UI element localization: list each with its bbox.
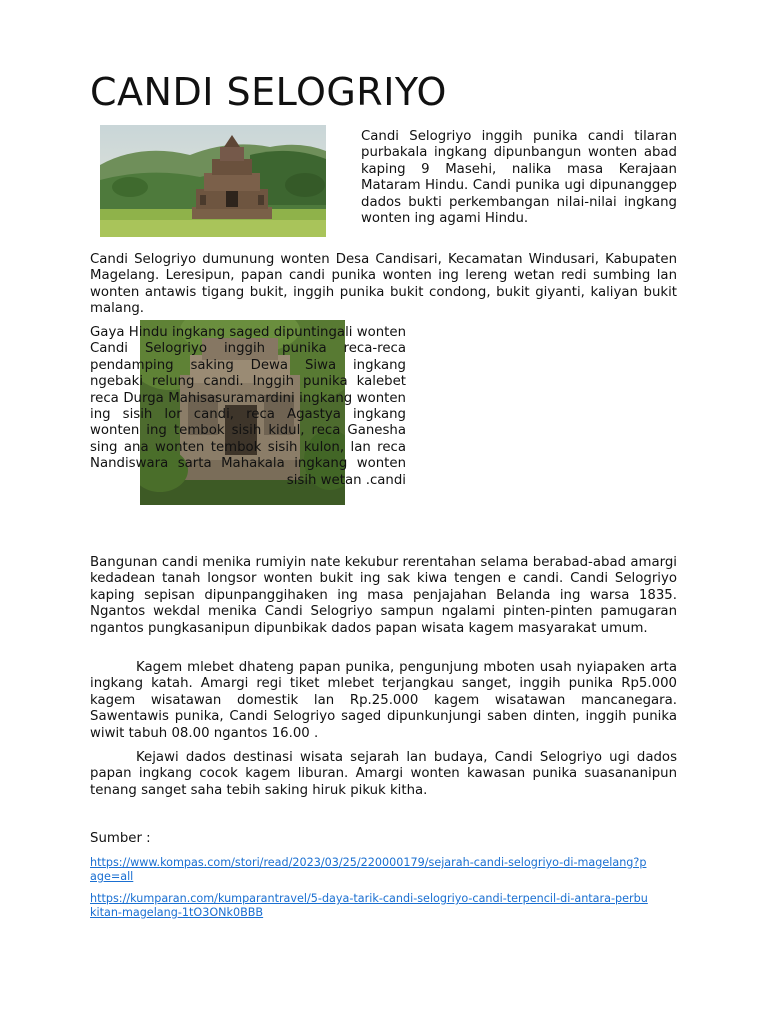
source-link-kumparan[interactable]: https://kumparan.com/kumparantravel/5-daya-tarik-candi-selogriyo-candi-terpencil-di-antara-perbukitan-magelang-1tO3ONk0BBB: [90, 892, 648, 919]
paragraph-hindu-style: Gaya Hindu ingkang saged dipuntingali wonten Candi Selogriyo inggih punika reca-reca pendamping saking Dewa Siwa ingkang ngebaki relung candi. Inggih punika kalebet reca Durga Mahisasuramardini ingkang wonten ing sisih lor candi, reca Agastya ingkang wonten ing tembok sisih kidul, reca Ganesha sing ana wonten tembok sisih kulon, lan reca Nandiswara sarta Mahakala ingkang wonten sisih wetan .candi: [90, 325, 406, 488]
page-title: CANDI SELOGRIYO: [90, 70, 447, 114]
paragraph-location: Candi Selogriyo dumunung wonten Desa Candisari, Kecamatan Windusari, Kabupaten Magelang. Leresipun, papan candi punika wonten ing lereng wetan redi sumbing lan wonten antawis tigang bukit, inggih punika bukit condong, bukit giyanti, kaliyan bukit malang.: [90, 252, 677, 317]
temple-photo-top: [100, 125, 326, 237]
sources-label: Sumber :: [90, 831, 151, 846]
paragraph-tourism: Kejawi dados destinasi wisata sejarah lan budaya, Candi Selogriyo ugi dados papan ingkang cocok kagem liburan. Amargi wonten kawasan punika suasananipun tenang sanget saha tebih saking hiruk pikuk kitha.: [90, 750, 677, 798]
source-link-kompas[interactable]: https://www.kompas.com/stori/read/2023/03/25/220000179/sejarah-candi-selogriyo-di-magelang?page=all: [90, 856, 647, 883]
temple-landscape-image: [100, 125, 326, 237]
paragraph-intro: Candi Selogriyo inggih punika candi tilaran purbakala ingkang dipunbangun wonten abad kaping 9 Masehi, nalika masa Kerajaan Mataram Hindu. Candi punika ugi dipunanggep dados bukti perkembangan nilai-nilai ingkang wonten ing agami Hindu.: [361, 129, 677, 227]
paragraph-history: Bangunan candi menika rumiyin nate kekubur rerentahan selama berabad-abad amargi kedadean tanah longsor wonten bukit ing sak kiwa tengen e candi. Candi Selogriyo kaping sepisan dipunpanggihaken ing masa penjajahan Belanda ing warsa 1835. Ngantos wekdal menika Candi Selogriyo sampun ngalami pinten-pinten pamugaran ngantos pungkasanipun dipunbikak dados papan wisata kagem masyarakat umum.: [90, 555, 677, 636]
paragraph-tickets: Kagem mlebet dhateng papan punika, pengunjung mboten usah nyiapaken arta ingkang katah. Amargi regi tiket mlebet terjangkau sanget, inggih punika Rp5.000 kagem wisatawan domestik lan Rp.25.000 kagem wisatawan mancanegara. Sawentawis punika, Candi Selogriyo saged dipunkunjungi saben dinten, inggih punika wiwit tabuh 08.00 ngantos 16.00 .: [90, 660, 677, 741]
